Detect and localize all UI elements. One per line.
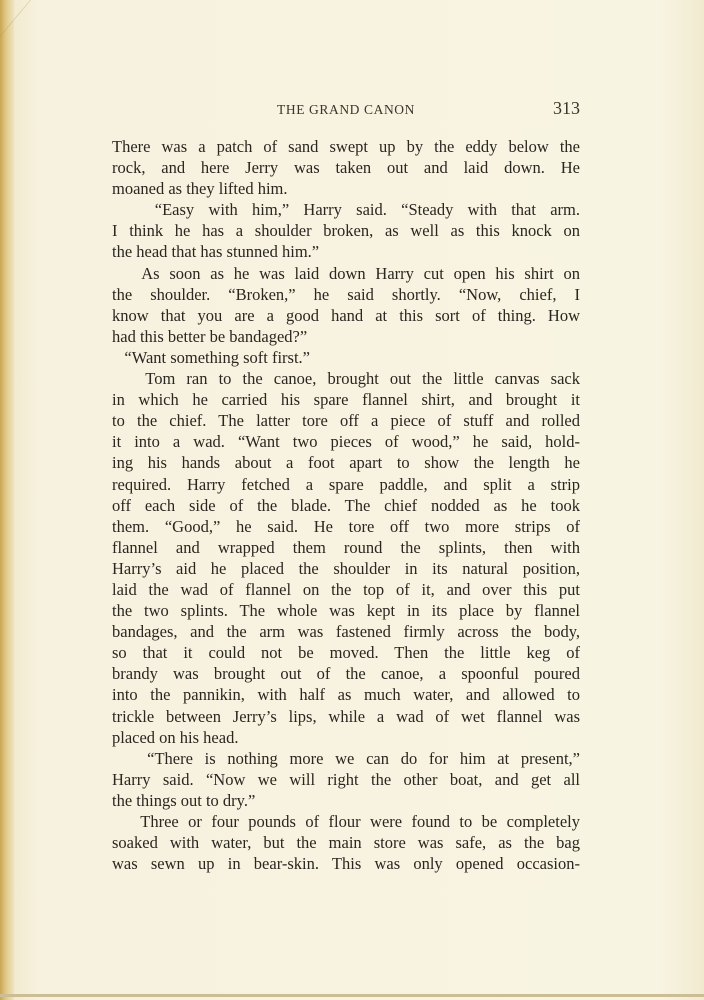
text-line: rock, and here Jerry was taken out and laid down. He — [112, 158, 580, 178]
text-line: brandy was brought out of the canoe, a spoonful poured — [112, 664, 580, 684]
text-line: trickle between Jerry’s lips, while a wad of wet flannel was — [112, 706, 580, 726]
text-line: the two splints. The whole was kept in its place by flannel — [112, 601, 580, 621]
text-line: in which he carried his spare flannel shirt, and brought it — [112, 390, 580, 410]
running-head — [112, 98, 580, 122]
text-line: them. “Good,” he said. He tore off two more strips of — [112, 516, 580, 536]
text-line: so that it could not be moved. Then the little keg of — [112, 643, 580, 663]
text-line: soaked with water, but the main store was safe, as the bag — [112, 833, 580, 853]
page-spine-edge — [0, 0, 14, 1000]
text-line: bandages, and the arm was fastened firmly across the body, — [112, 622, 580, 642]
text-line: I think he has a shoulder broken, as well as this knock on — [112, 221, 580, 241]
text-line: required. Harry fetched a spare paddle, and split a strip — [112, 474, 580, 494]
text-line: “There is nothing more we can do for him at present,” — [112, 748, 580, 768]
text-line: the shoulder. “Broken,” he said shortly. “Now, chief, I — [112, 284, 580, 304]
text-line: the things out to dry.” — [112, 790, 256, 810]
text-line: laid the wad of flannel on the top of it, and over this put — [112, 579, 580, 599]
text-line: ing his hands about a foot apart to show the length he — [112, 453, 580, 473]
page-number: 313 — [553, 98, 580, 118]
text-line: it into a wad. “Want two pieces of wood,” he said, hold- — [112, 432, 580, 452]
text-line: into the pannikin, with half as much water, and allowed to — [112, 685, 580, 705]
text-line: There was a patch of sand swept up by the eddy below the — [112, 137, 580, 156]
running-head-title: THE GRAND CANON — [277, 102, 415, 117]
text-line: flannel and wrapped them round the splints, then with — [112, 537, 580, 557]
body-text — [112, 136, 580, 874]
text-line: Three or four pounds of flour were found to be completely — [112, 812, 580, 831]
text-line: off each side of the blade. The chief nodded as he took — [112, 495, 580, 515]
text-line: was sewn up in bear-skin. This was only opened occasion- — [112, 854, 580, 874]
text-line: Harry’s aid he placed the shoulder in its natural position, — [112, 558, 580, 578]
text-line: “Want something soft first.” — [112, 347, 311, 367]
page-bottom-edge — [0, 994, 704, 997]
text-line: Tom ran to the canoe, brought out the little canvas sack — [112, 369, 580, 389]
text-line: “Easy with him,” Harry said. “Steady with that arm. — [112, 200, 580, 220]
text-line: moaned as they lifted him. — [112, 179, 288, 199]
text-line: had this better be bandaged?” — [112, 326, 308, 346]
text-line: As soon as he was laid down Harry cut open his shirt on — [112, 263, 580, 283]
text-line: the head that has stunned him.” — [112, 242, 320, 262]
text-line: know that you are a good hand at this sort of thing. How — [112, 305, 580, 325]
text-line: Harry said. “Now we will right the other boat, and get all — [112, 769, 580, 789]
text-line: placed on his head. — [112, 727, 239, 747]
text-line: to the chief. The latter tore off a piece of stuff and rolled — [112, 411, 580, 431]
